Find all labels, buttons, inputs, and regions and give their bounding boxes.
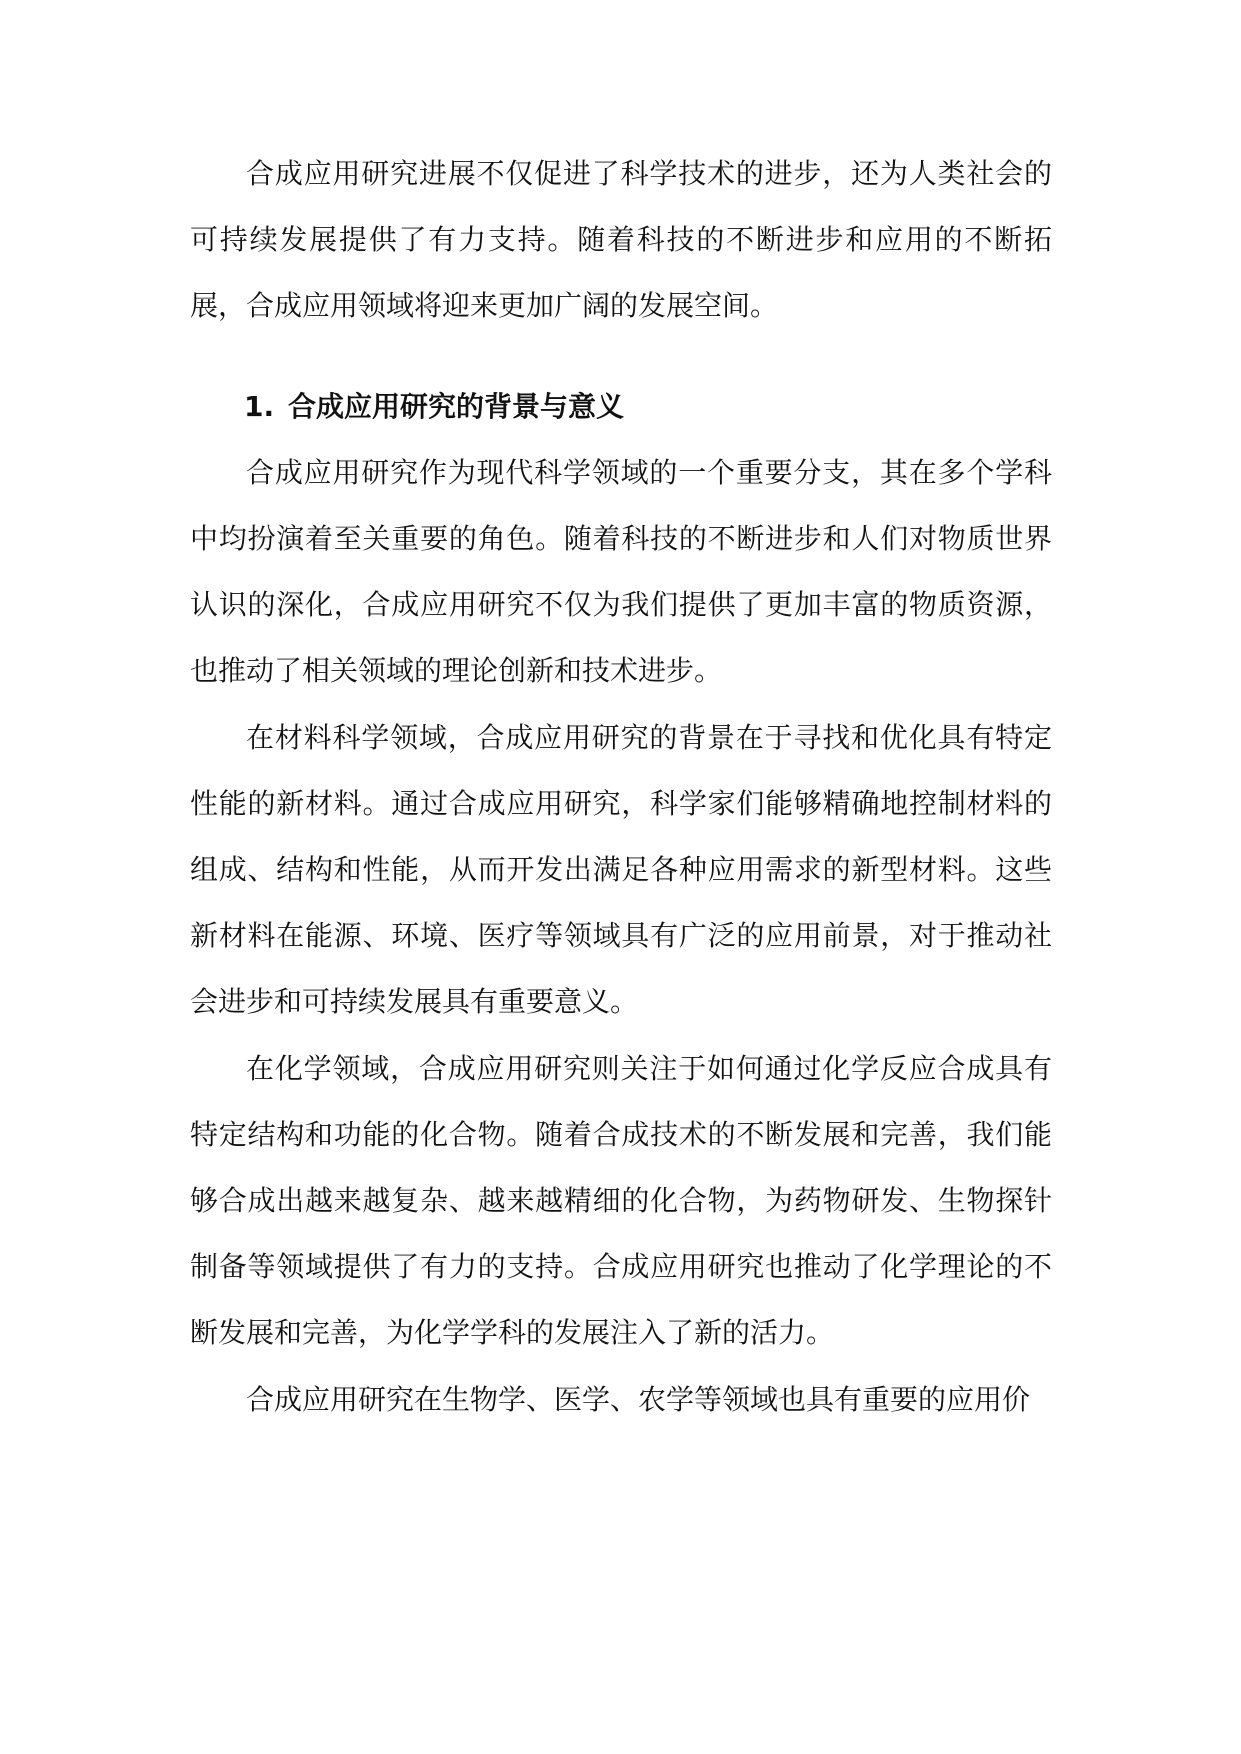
body-paragraph-1: 合成应用研究作为现代科学领域的一个重要分支，其在多个学科中均扮演着至关重要的角色。随着科技的不断进步和人们对物质世界认识的深化，合成应用研究不仅为我们提供了更加丰富的物质资源，也推动了相关领域的理论创新和技术进步。 (190, 455, 1052, 688)
body-paragraph-2: 在材料科学领域，合成应用研究的背景在于寻找和优化具有特定性能的新材料。通过合成应用研究，科学家们能够精确地控制材料的组成、结构和性能，从而开发出满足各种应用需求的新型材料。这些新材料在能源、环境、医疗等领域具有广泛的应用前景，对于推动社会进步和可持续发展具有重要意义。 (190, 720, 1052, 1019)
section-spacer (190, 340, 1052, 374)
section-title: 合成应用研究的背景与意义 (288, 389, 625, 423)
section-heading (190, 374, 1052, 440)
document-body (190, 141, 1052, 1433)
intro-paragraph: 合成应用研究进展不仅促进了科学技术的进步，还为人类社会的可持续发展提供了有力支持。随着科技的不断进步和应用的不断拓展，合成应用领域将迎来更加广阔的发展空间。 (190, 157, 1052, 323)
body-paragraph-3: 在化学领域，合成应用研究则关注于如何通过化学反应合成具有特定结构和功能的化合物。随着合成技术的不断发展和完善，我们能够合成出越来越复杂、越来越精细的化合物，为药物研发、生物探针制备等领域提供了有力的支持。合成应用研究也推动了化学理论的不断发展和完善，为化学学科的发展注入了新的活力。 (190, 1051, 1052, 1350)
section-number: 1. (244, 389, 275, 423)
body-paragraph-4: 合成应用研究在生物学、医学、农学等领域也具有重要的应用价 (246, 1382, 1031, 1416)
